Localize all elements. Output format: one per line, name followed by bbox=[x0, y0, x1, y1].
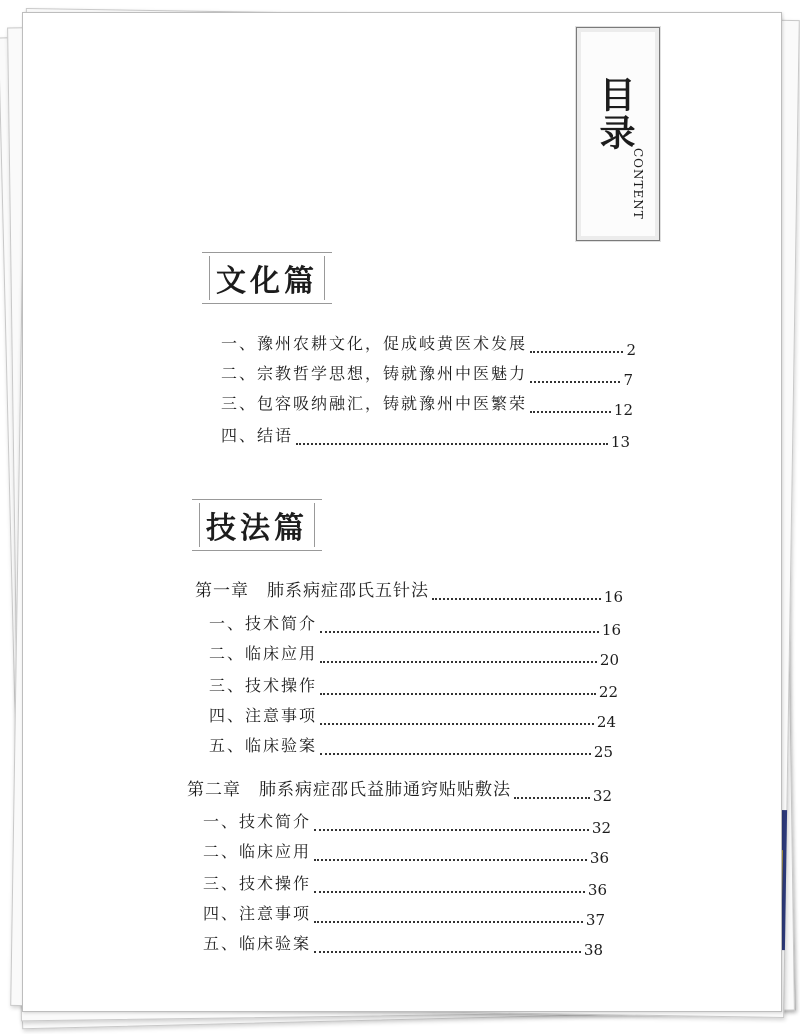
toc-entry[interactable] bbox=[203, 901, 605, 929]
toc-entry[interactable] bbox=[203, 839, 609, 867]
toc-entry-page: 32 bbox=[591, 819, 611, 837]
toc-entry-page: 7 bbox=[623, 371, 633, 389]
dot-leader bbox=[314, 858, 587, 861]
dot-leader bbox=[296, 442, 608, 445]
toc-entry-label: 三、包容吸纳融汇，铸就豫州中医繁荣 bbox=[221, 394, 528, 413]
toc-entry-page: 37 bbox=[585, 911, 605, 929]
toc-chapter[interactable] bbox=[187, 775, 612, 805]
dot-leader bbox=[314, 920, 583, 923]
section-title-technique: 技法篇 bbox=[199, 503, 315, 547]
toc-entry[interactable] bbox=[221, 361, 633, 389]
toc-entry[interactable] bbox=[203, 931, 603, 959]
toc-entry-label: 四、结语 bbox=[221, 426, 294, 445]
toc-page bbox=[22, 12, 782, 1012]
dot-leader bbox=[320, 692, 596, 695]
toc-chapter[interactable] bbox=[195, 576, 623, 606]
toc-entry-label: 四、注意事项 bbox=[209, 706, 318, 725]
toc-subtitle: CONTENT bbox=[631, 148, 645, 220]
toc-entry-page: 38 bbox=[583, 941, 603, 959]
toc-title: 目录 bbox=[594, 76, 636, 152]
toc-entry-label: 二、临床应用 bbox=[209, 644, 318, 663]
toc-entry-page: 24 bbox=[596, 713, 616, 731]
toc-entry[interactable] bbox=[203, 871, 607, 899]
toc-chapter-label: 第一章 肺系病症邵氏五针法 bbox=[195, 581, 429, 601]
toc-entry-label: 五、临床验案 bbox=[203, 934, 312, 953]
toc-chapter-label: 第二章 肺系病症邵氏益肺通窍贴贴敷法 bbox=[187, 780, 511, 800]
toc-entry[interactable] bbox=[209, 611, 621, 639]
toc-entry-page: 22 bbox=[598, 683, 618, 701]
toc-entry-page: 20 bbox=[599, 651, 619, 669]
toc-chapter-page: 32 bbox=[592, 787, 612, 805]
toc-entry-label: 三、技术操作 bbox=[209, 676, 318, 695]
toc-entry[interactable] bbox=[209, 733, 613, 761]
toc-header-tag bbox=[576, 27, 660, 241]
dot-leader bbox=[530, 380, 620, 383]
dot-leader bbox=[530, 410, 611, 413]
toc-entry[interactable] bbox=[209, 641, 619, 669]
toc-entry-page: 36 bbox=[587, 881, 607, 899]
toc-entry-label: 五、临床验案 bbox=[209, 736, 318, 755]
toc-entry-page: 36 bbox=[589, 849, 609, 867]
toc-entry-page: 13 bbox=[610, 433, 630, 451]
dot-leader bbox=[314, 950, 581, 953]
toc-entry-page: 12 bbox=[613, 401, 633, 419]
toc-entry-label: 一、技术简介 bbox=[209, 614, 318, 633]
toc-entry[interactable] bbox=[209, 703, 616, 731]
toc-entry-label: 三、技术操作 bbox=[203, 874, 312, 893]
dot-leader bbox=[514, 796, 590, 799]
toc-entry[interactable] bbox=[221, 423, 630, 451]
toc-entry-page: 25 bbox=[593, 743, 613, 761]
dot-leader bbox=[320, 660, 597, 663]
toc-entry[interactable] bbox=[209, 673, 618, 701]
toc-entry[interactable] bbox=[221, 331, 636, 359]
toc-entry-label: 二、宗教哲学思想，铸就豫州中医魅力 bbox=[221, 364, 528, 383]
toc-chapter-page: 16 bbox=[603, 588, 623, 606]
toc-entry-label: 一、技术简介 bbox=[203, 812, 312, 831]
dot-leader bbox=[530, 350, 623, 353]
dot-leader bbox=[432, 597, 601, 600]
toc-entry-page: 16 bbox=[601, 621, 621, 639]
toc-entry-label: 一、豫州农耕文化，促成岐黄医术发展 bbox=[221, 334, 528, 353]
toc-entry-page: 2 bbox=[626, 341, 636, 359]
toc-entry-label: 二、临床应用 bbox=[203, 842, 312, 861]
dot-leader bbox=[320, 752, 591, 755]
dot-leader bbox=[320, 722, 594, 725]
toc-entry-label: 四、注意事项 bbox=[203, 904, 312, 923]
dot-leader bbox=[314, 890, 585, 893]
dot-leader bbox=[314, 828, 589, 831]
dot-leader bbox=[320, 630, 599, 633]
toc-entry[interactable] bbox=[221, 391, 633, 419]
section-title-culture: 文化篇 bbox=[209, 256, 325, 300]
toc-entry[interactable] bbox=[203, 809, 611, 837]
